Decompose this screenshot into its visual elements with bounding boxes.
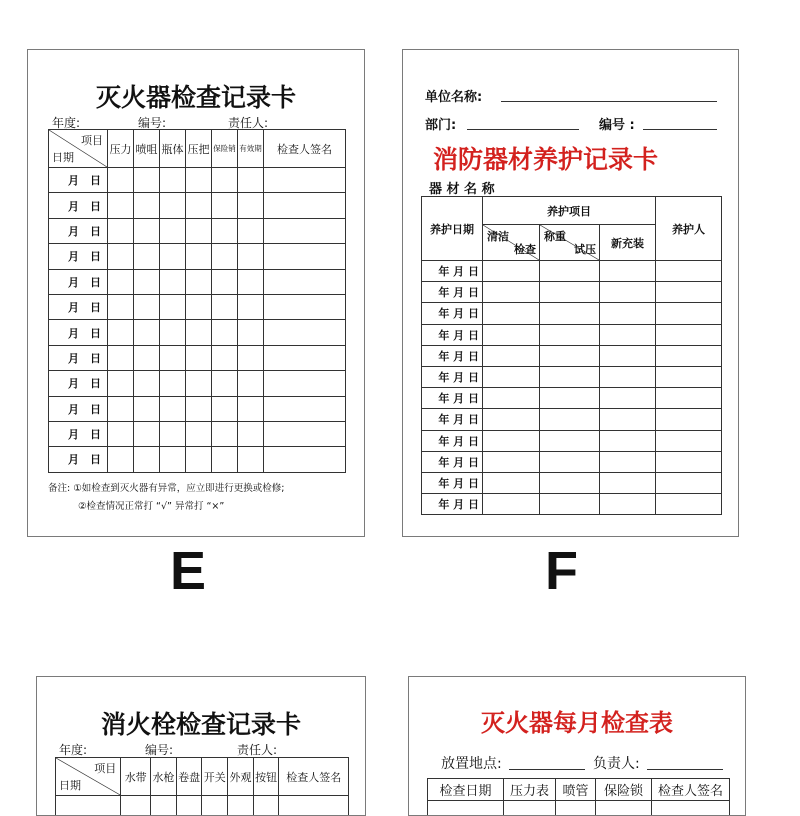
card-f-cell [540, 494, 600, 515]
card-e-table-row [49, 421, 346, 446]
card-e-row-date: 月 日 [49, 168, 108, 193]
card-f-equipment-label: 器 材 名 称 [429, 182, 495, 197]
card-f-col-cleaning [483, 225, 540, 261]
card-f-col-items: 养护项目 [483, 197, 656, 225]
card-e-col-inspector-signature: 检查人签名 [264, 130, 346, 168]
card-e-cell [238, 320, 264, 345]
card-e-cell [238, 371, 264, 396]
card-e-cell [238, 244, 264, 269]
card-e-year-label: 年度: [52, 116, 81, 130]
card-e-col-pressure: 压力 [108, 130, 134, 168]
card-f-cell [600, 472, 656, 493]
card-f-row-date: 年 月 日 [422, 409, 483, 430]
card-h-col-inspector-signature: 检查人签名 [652, 779, 730, 801]
card-f-dept-line [467, 129, 579, 130]
card-e-row-date: 月 日 [49, 371, 108, 396]
card-h-table [427, 778, 730, 816]
card-e-note-1: 备注: ①如检查到灭火器有异常，应立即进行更换或检修; [48, 483, 285, 494]
card-e-cell [134, 269, 160, 294]
card-e-cell [108, 294, 134, 319]
card-e-table-row [49, 294, 346, 319]
card-h-col-gauge: 压力表 [504, 779, 556, 801]
card-e-cell [212, 320, 238, 345]
card-g-person-label: 责任人: [237, 743, 278, 757]
card-f-cell [483, 409, 540, 430]
card-e-cell [264, 320, 346, 345]
card-e-table-row [49, 269, 346, 294]
card-f-unit-line [501, 101, 717, 102]
card-f-cell [483, 261, 540, 282]
card-f-row-date: 年 月 日 [422, 303, 483, 324]
card-e-col-expiry: 有效期 [238, 130, 264, 168]
card-f-col-weigh [540, 225, 600, 261]
card-f-cell [656, 282, 722, 303]
card-e-cell [212, 371, 238, 396]
card-g-col-reel: 卷盘 [176, 758, 202, 796]
card-e-cell [134, 320, 160, 345]
card-f-cell [483, 451, 540, 472]
card-e-cell [238, 421, 264, 446]
card-f-cell [656, 494, 722, 515]
card-g-col-switch: 开关 [202, 758, 228, 796]
card-f-cell [600, 282, 656, 303]
card-e-cell [186, 345, 212, 370]
card-f-row-date: 年 月 日 [422, 430, 483, 451]
card-e-table-row [49, 244, 346, 269]
card-f-cell [540, 409, 600, 430]
card-e-table-row [49, 218, 346, 243]
card-e-cell [160, 218, 186, 243]
card-g-year-label: 年度: [59, 743, 88, 757]
card-e-cell [134, 168, 160, 193]
card-e-cell [186, 320, 212, 345]
card-f-cell [540, 472, 600, 493]
card-e-diagonal-header [49, 130, 108, 168]
card-e-row-date: 月 日 [49, 345, 108, 370]
card-e-col-cylinder: 瓶体 [160, 130, 186, 168]
card-f-cell [540, 303, 600, 324]
card-f-cell [540, 366, 600, 387]
card-f-table-row [422, 494, 722, 515]
card-f-cell [540, 388, 600, 409]
card-e-cell [186, 168, 212, 193]
card-e-cell [108, 447, 134, 472]
card-g-header-item: 项目 [94, 762, 117, 775]
card-e-cell [108, 396, 134, 421]
card-f-row-date: 年 月 日 [422, 366, 483, 387]
card-e-row-date: 月 日 [49, 447, 108, 472]
card-e-cell [160, 447, 186, 472]
card-f-table-row [422, 409, 722, 430]
card-e-table-body [49, 130, 346, 473]
card-e-cell [264, 447, 346, 472]
card-g-number-label: 编号: [145, 743, 174, 757]
card-e-cell [134, 371, 160, 396]
card-f-weigh-bottom: 试压 [574, 243, 596, 256]
card-e-cell [108, 421, 134, 446]
card-f-row-date: 年 月 日 [422, 472, 483, 493]
card-f-col-refill: 新充装 [600, 225, 656, 261]
card-f-table-row [422, 303, 722, 324]
card-e-cell [160, 244, 186, 269]
card-f-cell [600, 451, 656, 472]
card-f-cell [656, 451, 722, 472]
card-f-unit-label: 单位名称: [425, 90, 483, 105]
card-e-row-date: 月 日 [49, 244, 108, 269]
card-e-cell [186, 421, 212, 446]
card-f-title: 消防器材养护记录卡 [433, 145, 659, 174]
card-f-cell [600, 303, 656, 324]
card-f-row-date: 年 月 日 [422, 388, 483, 409]
card-f-cell [656, 345, 722, 366]
card-f-table-row [422, 472, 722, 493]
card-e-cell [264, 371, 346, 396]
card-e-cell [212, 168, 238, 193]
card-e-cell [212, 345, 238, 370]
card-e-cell [134, 193, 160, 218]
card-e-cell [108, 345, 134, 370]
card-e-cell [108, 269, 134, 294]
card-f-cell [656, 303, 722, 324]
card-f-cell [483, 388, 540, 409]
card-f-cell [656, 366, 722, 387]
card-f-equipment-maintenance-record [402, 49, 739, 537]
card-e-col-safety-pin: 保险销 [212, 130, 238, 168]
card-e-cell [238, 396, 264, 421]
card-e-cell [160, 421, 186, 446]
card-f-table-row [422, 324, 722, 345]
card-e-cell [212, 269, 238, 294]
card-h-col-safety-lock: 保险锁 [596, 779, 652, 801]
card-e-row-date: 月 日 [49, 269, 108, 294]
card-g-col-appearance: 外观 [228, 758, 254, 796]
card-f-cell [656, 409, 722, 430]
card-e-cell [264, 269, 346, 294]
card-e-cell [160, 294, 186, 319]
card-f-row-date: 年 月 日 [422, 345, 483, 366]
card-e-cell [212, 396, 238, 421]
card-f-table-row [422, 261, 722, 282]
card-e-cell [134, 396, 160, 421]
card-f-weigh-top: 称重 [544, 230, 566, 243]
card-e-cell [238, 269, 264, 294]
card-e-person-label: 责任人: [228, 116, 269, 130]
card-g-title: 消火栓检查记录卡 [100, 710, 301, 739]
card-f-cell [600, 345, 656, 366]
card-f-row-date: 年 月 日 [422, 282, 483, 303]
card-e-number-label: 编号: [138, 116, 167, 130]
card-e-header-date: 日期 [52, 151, 74, 164]
card-e-cell [238, 168, 264, 193]
card-e-cell [212, 218, 238, 243]
card-e-cell [134, 421, 160, 446]
card-e-cell [108, 371, 134, 396]
card-e-cell [160, 396, 186, 421]
card-e-table-row [49, 447, 346, 472]
card-e-cell [186, 294, 212, 319]
card-f-row-date: 年 月 日 [422, 494, 483, 515]
card-f-dept-label: 部门: [425, 118, 457, 133]
card-e-cell [238, 447, 264, 472]
card-e-cell [108, 218, 134, 243]
card-f-cell [540, 345, 600, 366]
card-f-number-label: 编号 : [599, 118, 635, 133]
card-e-cell [186, 218, 212, 243]
card-f-table-row [422, 366, 722, 387]
card-f-row-date: 年 月 日 [422, 261, 483, 282]
card-f-cell [600, 494, 656, 515]
card-e-cell [134, 294, 160, 319]
card-g-col-hose: 水带 [121, 758, 151, 796]
card-g-header-date: 日期 [59, 779, 81, 792]
card-f-letter: F [545, 541, 578, 601]
card-f-table-row [422, 388, 722, 409]
card-f-col-date: 养护日期 [422, 197, 483, 261]
card-e-cell [108, 244, 134, 269]
card-e-cell [238, 345, 264, 370]
card-g-table [55, 757, 349, 816]
card-e-header-row [49, 130, 346, 168]
card-e-cell [186, 193, 212, 218]
card-e-note-2: ②检查情况正常打 “√” 异常打 “×” [78, 501, 225, 512]
card-g-diagonal-header [56, 758, 121, 796]
card-e-table-row [49, 193, 346, 218]
card-h-person-line [647, 769, 723, 770]
card-e-cell [134, 218, 160, 243]
card-f-table-body [422, 197, 722, 515]
card-e-cell [238, 193, 264, 218]
card-e-letter: E [170, 541, 207, 601]
card-e-cell [160, 320, 186, 345]
card-e-cell [264, 294, 346, 319]
card-h-person-label: 负责人: [593, 756, 640, 772]
card-e-cell [264, 218, 346, 243]
card-f-cell [600, 366, 656, 387]
card-f-cell [540, 430, 600, 451]
card-e-cell [212, 421, 238, 446]
card-f-cell [483, 430, 540, 451]
card-f-number-line [643, 129, 717, 130]
card-e-cell [160, 269, 186, 294]
card-f-cell [483, 345, 540, 366]
card-e-cell [186, 244, 212, 269]
card-e-row-date: 月 日 [49, 320, 108, 345]
card-e-col-nozzle: 喷咀 [134, 130, 160, 168]
card-e-cell [264, 244, 346, 269]
card-e-cell [238, 218, 264, 243]
card-h-location-line [509, 769, 585, 770]
card-e-cell [264, 396, 346, 421]
card-f-cell [483, 366, 540, 387]
card-e-table-row [49, 320, 346, 345]
card-e-cell [186, 447, 212, 472]
card-h-title: 灭火器每月检查表 [481, 709, 673, 737]
card-f-cell [483, 324, 540, 345]
card-e-table [48, 129, 346, 473]
card-e-cell [212, 193, 238, 218]
card-f-cell [540, 324, 600, 345]
card-f-table-row [422, 451, 722, 472]
card-f-cell [656, 324, 722, 345]
card-f-table-row [422, 282, 722, 303]
card-e-row-date: 月 日 [49, 294, 108, 319]
card-f-cell [600, 430, 656, 451]
card-e-cell [160, 168, 186, 193]
card-e-table-row [49, 345, 346, 370]
card-e-cell [264, 193, 346, 218]
card-f-cell [600, 388, 656, 409]
card-e-cell [160, 193, 186, 218]
card-f-cell [483, 282, 540, 303]
card-f-cell [600, 324, 656, 345]
card-e-cell [264, 421, 346, 446]
card-e-cell [134, 244, 160, 269]
card-f-cleaning-bottom: 检查 [514, 243, 536, 256]
card-h-monthly-inspection [408, 676, 746, 816]
card-f-cell [540, 261, 600, 282]
card-g-col-button: 按钮 [253, 758, 279, 796]
card-f-cell [483, 303, 540, 324]
card-f-cleaning-top: 清洁 [487, 230, 509, 243]
card-e-cell [264, 345, 346, 370]
card-e-cell [134, 345, 160, 370]
card-h-col-date: 检查日期 [428, 779, 504, 801]
card-e-col-handle: 压把 [186, 130, 212, 168]
card-e-header-item: 项目 [81, 134, 103, 147]
card-e-cell [160, 371, 186, 396]
card-f-cell [656, 261, 722, 282]
card-f-cell [656, 388, 722, 409]
card-e-row-date: 月 日 [49, 193, 108, 218]
card-e-cell [212, 447, 238, 472]
card-f-cell [600, 409, 656, 430]
card-e-cell [186, 371, 212, 396]
card-e-table-row [49, 168, 346, 193]
card-e-cell [108, 193, 134, 218]
card-e-cell [212, 244, 238, 269]
card-g-hydrant-record [36, 676, 366, 816]
card-f-cell [540, 282, 600, 303]
card-g-col-nozzle: 水枪 [151, 758, 177, 796]
card-f-col-maintainer: 养护人 [656, 197, 722, 261]
card-e-cell [212, 294, 238, 319]
card-e-cell [160, 345, 186, 370]
card-f-cell [483, 494, 540, 515]
card-h-location-label: 放置地点: [441, 756, 502, 772]
card-e-title: 灭火器检查记录卡 [95, 83, 296, 112]
card-e-row-date: 月 日 [49, 396, 108, 421]
card-f-table-row [422, 430, 722, 451]
card-e-cell [186, 396, 212, 421]
card-e-cell [264, 168, 346, 193]
card-f-table-row [422, 345, 722, 366]
card-f-cell [656, 430, 722, 451]
card-e-row-date: 月 日 [49, 421, 108, 446]
card-e-table-row [49, 371, 346, 396]
card-e-row-date: 月 日 [49, 218, 108, 243]
card-e-cell [134, 447, 160, 472]
card-f-row-date: 年 月 日 [422, 451, 483, 472]
card-f-cell [600, 261, 656, 282]
card-e-cell [186, 269, 212, 294]
card-f-cell [483, 472, 540, 493]
card-f-cell [540, 451, 600, 472]
card-h-col-hose: 喷管 [556, 779, 596, 801]
card-e-cell [108, 168, 134, 193]
card-e-cell [108, 320, 134, 345]
card-e-fire-extinguisher-record [27, 49, 365, 537]
card-f-row-date: 年 月 日 [422, 324, 483, 345]
card-f-cell [656, 472, 722, 493]
card-e-cell [238, 294, 264, 319]
card-e-table-row [49, 396, 346, 421]
card-f-table [421, 196, 722, 515]
card-g-col-inspector-signature: 检查人签名 [279, 758, 349, 796]
